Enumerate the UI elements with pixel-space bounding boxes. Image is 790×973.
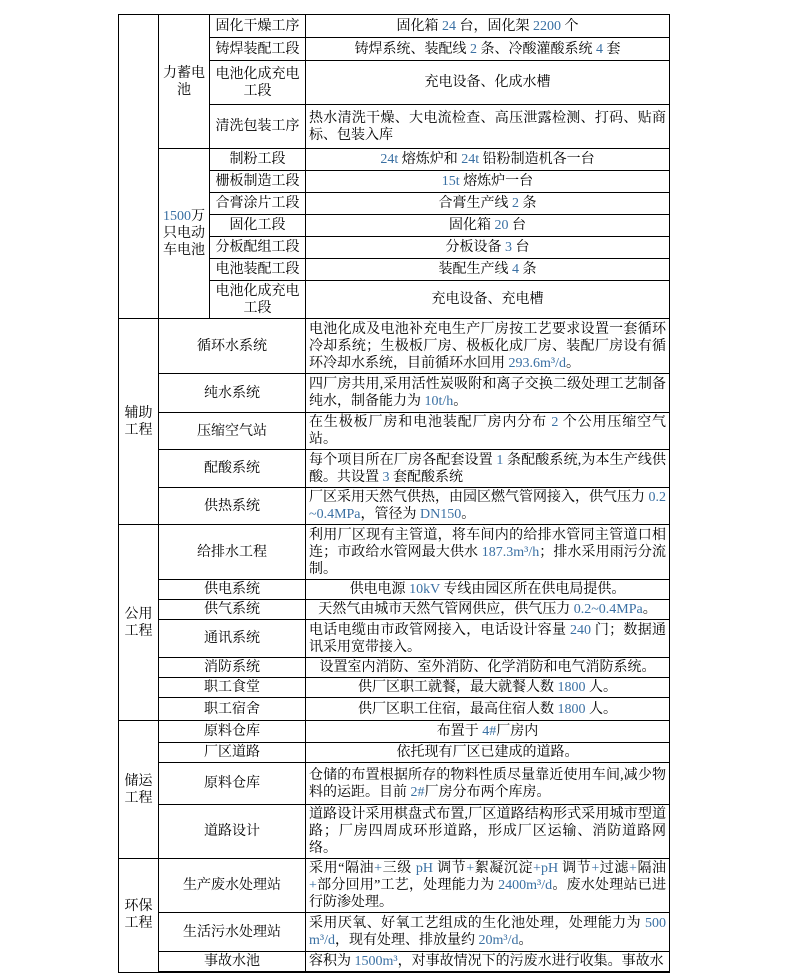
process-cell: 清洗包装工序 xyxy=(210,105,306,149)
highlighted-number: 187.3m³/h xyxy=(481,544,540,560)
table-row xyxy=(119,374,670,413)
highlighted-number: 24t xyxy=(380,152,399,167)
highlighted-number: 2 xyxy=(470,41,477,57)
system-cell: 配酸系统 xyxy=(159,450,306,488)
highlighted-number: 4# xyxy=(482,724,497,739)
table-row xyxy=(119,525,670,580)
text-segment: 合膏生产线 xyxy=(438,196,512,211)
highlighted-number: 15t xyxy=(441,174,460,189)
text-segment: 万只电动车电池 xyxy=(163,209,205,258)
description-cell xyxy=(306,38,670,61)
process-cell: 电池化成充电工段 xyxy=(210,61,306,105)
table-row xyxy=(119,678,670,698)
text-segment: ；排水采用雨污分流制。 xyxy=(309,544,667,577)
text-segment: 装配生产线 xyxy=(438,262,512,277)
text-segment: 天然气由城市天然气管网供应，供气压力 xyxy=(318,602,574,617)
text-segment: 条 xyxy=(519,262,537,277)
description-cell xyxy=(306,450,670,488)
system-cell: 供气系统 xyxy=(159,600,306,620)
description-cell xyxy=(306,913,670,952)
group-cell xyxy=(159,15,210,149)
description-cell xyxy=(306,281,670,319)
text-segment: 。 xyxy=(518,933,533,948)
table-row xyxy=(119,658,670,678)
text-segment: 套配酸系统 xyxy=(389,469,463,485)
system-cell: 事故水池 xyxy=(159,952,306,973)
text-segment: 个 xyxy=(561,18,579,34)
text-segment: 专线由园区所在供电局提供。 xyxy=(439,582,626,597)
text-segment: 利用厂区现有主管道，将车间内的给排水管同主管道口相连；市政给水管网最大供水 xyxy=(309,527,666,560)
highlighted-number: 500 m³/d xyxy=(309,916,666,948)
category-cell-continued xyxy=(119,15,159,319)
text-segment: 电话电缆由市政管网接入，电话设计容量 xyxy=(309,622,571,638)
text-segment: 条 xyxy=(519,196,537,211)
system-cell: 纯水系统 xyxy=(159,374,306,413)
text-segment: 依托现有厂区已建成的道路。 xyxy=(396,745,579,760)
text-segment: 过滤 xyxy=(599,861,629,876)
description-cell xyxy=(306,319,670,374)
text-segment: 供厂区职工住宿，最高住宿人数 xyxy=(358,701,558,717)
text-segment: 。废水处理站已进行防渗处理。 xyxy=(309,878,666,910)
table-row xyxy=(119,319,670,374)
text-segment: 台 xyxy=(508,218,526,233)
text-segment: 调节 xyxy=(432,861,467,876)
table-row xyxy=(119,450,670,488)
description-cell xyxy=(306,525,670,580)
description-cell xyxy=(306,805,670,859)
text-segment: 人。 xyxy=(585,680,617,695)
text-segment: 熔炼炉一台 xyxy=(459,174,534,189)
text-segment: 三级 xyxy=(382,861,416,876)
text-segment: 在生极板厂房和电池装配厂房内分布 xyxy=(309,415,552,430)
process-cell: 分板配组工段 xyxy=(210,237,306,259)
description-cell xyxy=(306,678,670,698)
text-segment: 布置于 xyxy=(436,724,483,739)
system-cell: 道路设计 xyxy=(159,805,306,859)
system-cell: 原料仓库 xyxy=(159,721,306,743)
text-segment: 采用“隔油 xyxy=(309,861,375,876)
highlighted-number: 20 xyxy=(494,218,509,233)
process-cell: 固化干燥工序 xyxy=(210,15,306,38)
text-segment: 。 xyxy=(642,602,657,617)
highlighted-number: 293.6m³/d xyxy=(508,355,566,371)
description-cell xyxy=(306,193,670,215)
description-cell xyxy=(306,698,670,721)
description-cell xyxy=(306,15,670,38)
table-row xyxy=(119,149,670,171)
system-cell: 循环水系统 xyxy=(159,319,306,374)
text-segment: ，对事故情况下的污废水进行收集。事故水 xyxy=(397,954,664,969)
highlighted-number: 10kV xyxy=(409,582,440,597)
highlighted-number: 3 xyxy=(382,469,390,485)
table-row xyxy=(119,913,670,952)
table-row xyxy=(119,488,670,525)
highlighted-number: + xyxy=(309,878,317,893)
description-cell xyxy=(306,149,670,171)
highlighted-number: 240 xyxy=(570,622,592,638)
system-cell: 消防系统 xyxy=(159,658,306,678)
table-row xyxy=(119,721,670,743)
text-segment: 采用厌氧、好氧工艺组成的生化池处理，处理能力为 xyxy=(309,916,645,931)
description-cell xyxy=(306,215,670,237)
process-cell: 电池化成充电工段 xyxy=(210,281,306,319)
text-segment: 供厂区职工就餐，最大就餐人数 xyxy=(358,680,558,695)
process-cell: 铸焊装配工段 xyxy=(210,38,306,61)
system-cell: 原料仓库 xyxy=(159,763,306,805)
highlighted-number: 1500 xyxy=(163,209,191,224)
description-cell xyxy=(306,374,670,413)
text-segment: 。 xyxy=(453,394,468,409)
text-segment: 热水清洗干燥、大电流检查、高压泄露检测、打码、贴商标、包装入库 xyxy=(309,110,666,143)
text-segment: 分板设备 xyxy=(445,240,505,255)
highlighted-number: 0.2~0.4MPa xyxy=(309,490,666,522)
highlighted-number: 10t/h xyxy=(424,394,454,409)
text-segment: 容积为 xyxy=(309,954,355,969)
highlighted-number: + xyxy=(591,861,600,876)
description-cell xyxy=(306,488,670,525)
text-segment: 条、冷酸灌酸系统 xyxy=(477,41,596,57)
system-cell: 给排水工程 xyxy=(159,525,306,580)
text-segment: 隔油 xyxy=(636,861,667,876)
table-row xyxy=(119,600,670,620)
process-cell: 栅板制造工段 xyxy=(210,171,306,193)
highlighted-number: 2200 xyxy=(533,18,561,34)
text-segment: 个公用压缩空气站。 xyxy=(309,415,666,447)
highlighted-number: + xyxy=(628,861,637,876)
table-row xyxy=(119,620,670,658)
system-cell: 厂区道路 xyxy=(159,743,306,763)
table-row xyxy=(119,413,670,450)
highlighted-number: 0.2~0.4MPa xyxy=(573,602,643,617)
text-segment: 充电设备、化成水槽 xyxy=(424,75,551,90)
highlighted-number: pH xyxy=(415,861,433,876)
text-segment: 调节 xyxy=(558,861,592,876)
highlighted-number: 4 xyxy=(596,41,603,57)
highlighted-number: 2 xyxy=(512,196,519,211)
description-cell xyxy=(306,952,670,973)
category-cell: 环保工程 xyxy=(119,859,159,973)
description-cell xyxy=(306,658,670,678)
description-cell xyxy=(306,61,670,105)
text-segment: 道路设计采用棋盘式布置,厂区道路结构形式采用城市型道路；厂房四周成环形道路，形成厂区运输、消防道路网络。 xyxy=(309,807,666,856)
table-row xyxy=(119,805,670,859)
text-segment: ，现有处理、排放量约 xyxy=(334,933,479,948)
highlighted-number: 1 xyxy=(496,452,504,468)
text-segment: 厂区采用天然气供热，由园区燃气管网接入，供气压力 xyxy=(309,490,649,505)
group-cell xyxy=(159,149,210,319)
text-segment: 铸焊系统、装配线 xyxy=(354,41,470,57)
system-cell: 职工食堂 xyxy=(159,678,306,698)
text-segment: 人。 xyxy=(585,701,617,717)
highlighted-number: 2 xyxy=(551,415,559,430)
description-cell xyxy=(306,413,670,450)
text-segment: 厂房分布两个库房。 xyxy=(424,784,551,800)
description-cell xyxy=(306,237,670,259)
highlighted-number: 4 xyxy=(512,262,519,277)
text-segment: 台，固化架 xyxy=(456,18,533,34)
highlighted-number: 24 xyxy=(442,18,456,34)
category-cell: 储运工程 xyxy=(119,721,159,859)
system-cell: 生产废水处理站 xyxy=(159,859,306,913)
text-segment: 铅粉制造机各一台 xyxy=(479,152,595,167)
description-cell xyxy=(306,743,670,763)
process-cell: 合膏涂片工段 xyxy=(210,193,306,215)
text-segment: 电池化成及电池补充电生产厂房按工艺要求设置一套循环冷却系统；生极板厂房、极板化成厂房、装配厂房设有循环冷却水系统，目前循环水回用 xyxy=(309,321,666,371)
text-segment: 充电设备、充电槽 xyxy=(431,292,544,307)
text-segment: 门；数据通讯采用宽带接入。 xyxy=(309,622,667,655)
highlighted-number: 1500m³ xyxy=(354,954,398,969)
table-row xyxy=(119,743,670,763)
system-cell: 通讯系统 xyxy=(159,620,306,658)
table-row xyxy=(119,763,670,805)
system-cell: 供电系统 xyxy=(159,580,306,600)
text-segment: 设置室内消防、室外消防、化学消防和电气消防系统。 xyxy=(319,660,656,675)
text-segment: 熔炼炉和 xyxy=(398,152,462,167)
system-cell: 生活污水处理站 xyxy=(159,913,306,952)
system-cell: 职工宿舍 xyxy=(159,698,306,721)
description-cell xyxy=(306,859,670,913)
text-segment: 。 xyxy=(565,355,580,371)
text-segment: 固化箱 xyxy=(396,18,442,34)
description-cell xyxy=(306,259,670,281)
highlighted-number: DN150 xyxy=(420,507,462,522)
text-segment: 部分回用”工艺，处理能力为 xyxy=(316,878,499,893)
table-row xyxy=(119,15,670,38)
text-segment: 厂房内 xyxy=(496,724,539,739)
table-row xyxy=(119,698,670,721)
text-segment: 四厂房共用,采用活性炭吸附和离子交换二级处理工艺制备纯水，制备能力为 xyxy=(309,377,666,409)
text-segment: 固化箱 xyxy=(449,218,495,233)
description-cell xyxy=(306,721,670,743)
text-segment: 套 xyxy=(603,41,621,57)
highlighted-number: 2400m³/d xyxy=(498,878,553,893)
text-segment: 条配酸系统,为本生产线供酸。共设置 xyxy=(309,452,667,485)
text-segment: 台 xyxy=(512,240,530,255)
process-cell: 固化工段 xyxy=(210,215,306,237)
highlighted-number: 1800 xyxy=(557,701,586,717)
system-cell: 压缩空气站 xyxy=(159,413,306,450)
project-components-table xyxy=(118,14,670,973)
system-cell: 供热系统 xyxy=(159,488,306,525)
category-cell: 辅助工程 xyxy=(119,319,159,525)
process-cell: 电池装配工段 xyxy=(210,259,306,281)
highlighted-number: 3 xyxy=(505,240,512,255)
text-segment: 力蓄电池 xyxy=(163,65,205,98)
highlighted-number: 1800 xyxy=(557,680,586,695)
text-segment: ，管径为 xyxy=(360,507,421,522)
description-cell xyxy=(306,171,670,193)
highlighted-number: + xyxy=(374,861,383,876)
description-cell xyxy=(306,580,670,600)
description-cell xyxy=(306,763,670,805)
description-cell xyxy=(306,105,670,149)
highlighted-number: 24t xyxy=(461,152,480,167)
highlighted-number: 2# xyxy=(410,784,425,800)
table-row xyxy=(119,859,670,913)
table-row xyxy=(119,952,670,973)
table-row xyxy=(119,580,670,600)
text-segment: 。 xyxy=(461,507,476,522)
text-segment: 供电电源 xyxy=(349,582,410,597)
text-segment: 仓储的布置根据所存的物料性质尽量靠近使用车间,减少物料的运距。目前 xyxy=(309,767,666,800)
text-segment: 絮凝沉淀 xyxy=(474,861,534,876)
process-cell: 制粉工段 xyxy=(210,149,306,171)
description-cell xyxy=(306,620,670,658)
highlighted-number: + xyxy=(466,861,475,876)
highlighted-number: +pH xyxy=(533,861,559,876)
text-segment: 每个项目所在厂房各配套设置 xyxy=(309,452,497,468)
description-cell xyxy=(306,600,670,620)
highlighted-number: 20m³/d xyxy=(478,933,519,948)
category-cell: 公用工程 xyxy=(119,525,159,721)
